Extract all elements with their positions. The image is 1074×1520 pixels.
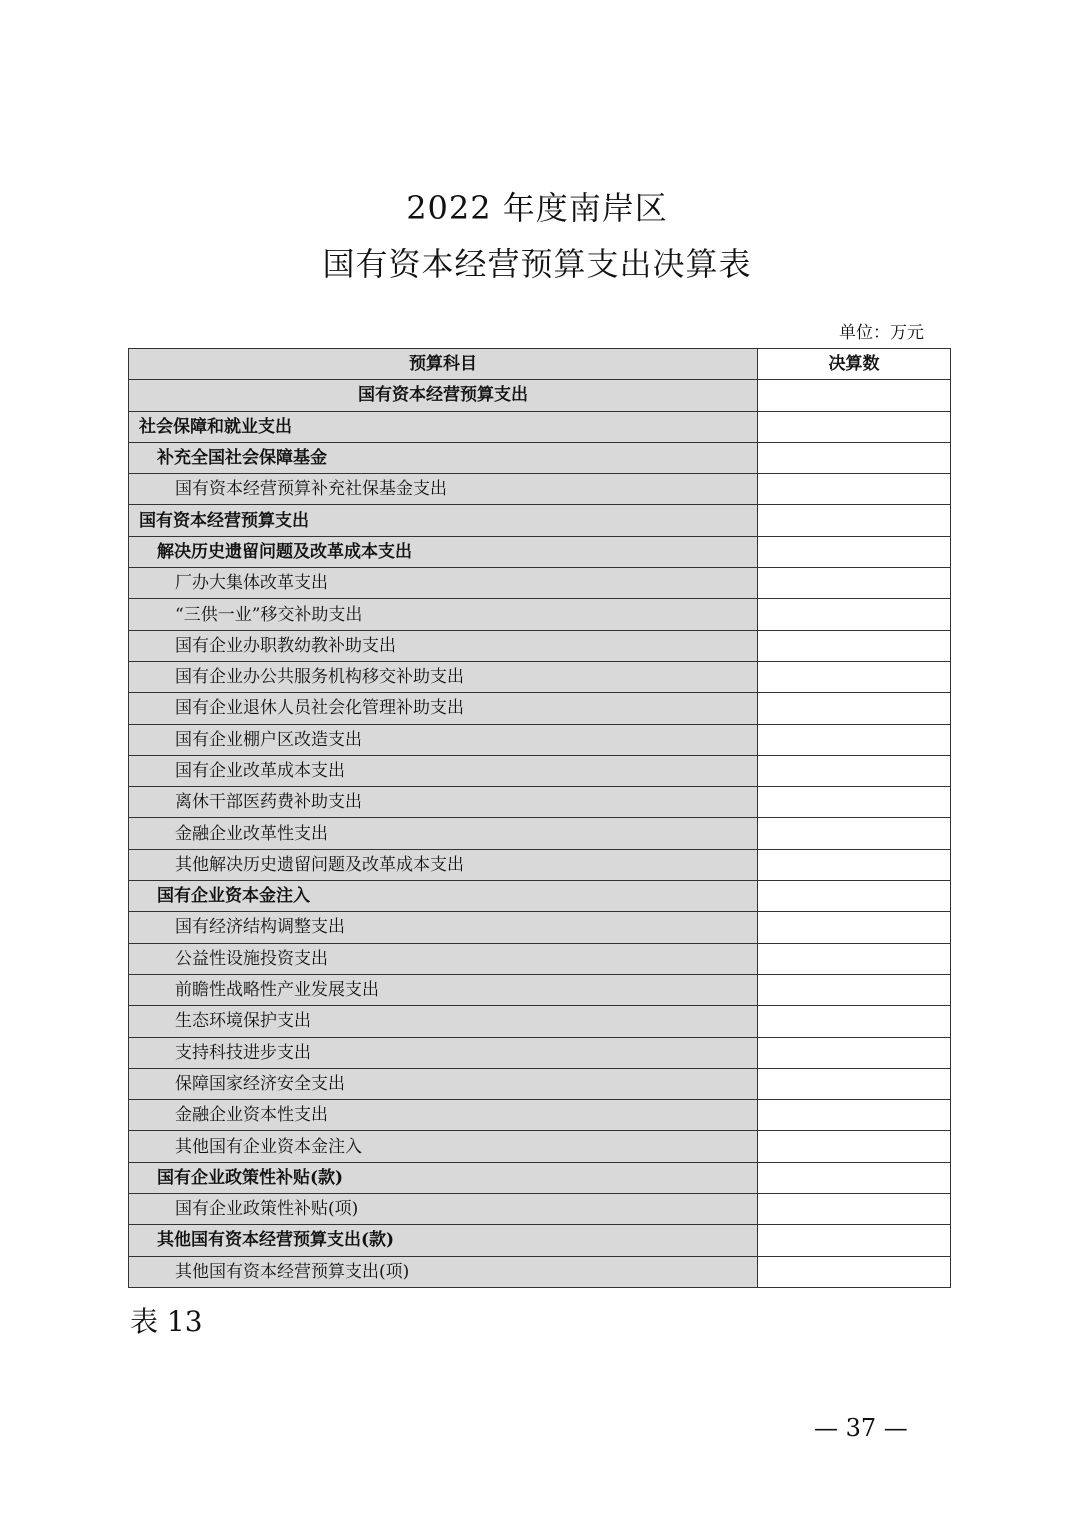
row-amount bbox=[758, 661, 951, 692]
row-subject: 国有资本经营预算支出 bbox=[129, 505, 758, 536]
row-subject: 国有企业改革成本支出 bbox=[129, 755, 758, 786]
table-row bbox=[129, 1131, 951, 1162]
row-amount bbox=[758, 411, 951, 442]
row-amount bbox=[758, 787, 951, 818]
row-subject: 国有企业棚户区改造支出 bbox=[129, 724, 758, 755]
table-row bbox=[129, 661, 951, 692]
table-row bbox=[129, 1006, 951, 1037]
row-subject: 国有企业退休人员社会化管理补助支出 bbox=[129, 693, 758, 724]
table-row bbox=[129, 380, 951, 411]
row-amount bbox=[758, 599, 951, 630]
row-amount bbox=[758, 1162, 951, 1193]
row-subject: 公益性设施投资支出 bbox=[129, 943, 758, 974]
row-amount bbox=[758, 380, 951, 411]
table-row bbox=[129, 787, 951, 818]
row-subject: 国有企业办职教幼教补助支出 bbox=[129, 630, 758, 661]
row-amount bbox=[758, 1037, 951, 1068]
row-subject: 国有资本经营预算补充社保基金支出 bbox=[129, 474, 758, 505]
row-subject: 保障国家经济安全支出 bbox=[129, 1068, 758, 1099]
row-amount bbox=[758, 1194, 951, 1225]
table-row bbox=[129, 474, 951, 505]
table-row bbox=[129, 1068, 951, 1099]
table-row bbox=[129, 442, 951, 473]
row-subject: 其他国有资本经营预算支出(项) bbox=[129, 1256, 758, 1287]
row-subject: 其他国有企业资本金注入 bbox=[129, 1131, 758, 1162]
row-subject: 国有经济结构调整支出 bbox=[129, 912, 758, 943]
row-subject: 解决历史遗留问题及改革成本支出 bbox=[129, 536, 758, 567]
header-budget-subject: 预算科目 bbox=[129, 349, 758, 380]
budget-table bbox=[128, 348, 951, 1288]
row-amount bbox=[758, 849, 951, 880]
row-amount bbox=[758, 568, 951, 599]
row-amount bbox=[758, 1225, 951, 1256]
row-subject: 国有企业政策性补贴(项) bbox=[129, 1194, 758, 1225]
table-row bbox=[129, 849, 951, 880]
row-amount bbox=[758, 1100, 951, 1131]
table-row bbox=[129, 724, 951, 755]
table-row bbox=[129, 568, 951, 599]
row-subject: 厂办大集体改革支出 bbox=[129, 568, 758, 599]
table-row bbox=[129, 881, 951, 912]
row-amount bbox=[758, 1006, 951, 1037]
row-subject: 国有企业政策性补贴(款) bbox=[129, 1162, 758, 1193]
table-row bbox=[129, 1162, 951, 1193]
table-row bbox=[129, 1100, 951, 1131]
table-row bbox=[129, 974, 951, 1005]
table-row bbox=[129, 1256, 951, 1287]
row-subject: 生态环境保护支出 bbox=[129, 1006, 758, 1037]
row-subject: 支持科技进步支出 bbox=[129, 1037, 758, 1068]
row-subject: 国有企业办公共服务机构移交补助支出 bbox=[129, 661, 758, 692]
row-amount bbox=[758, 536, 951, 567]
table-row bbox=[129, 1037, 951, 1068]
row-amount bbox=[758, 974, 951, 1005]
row-subject: 离休干部医药费补助支出 bbox=[129, 787, 758, 818]
table-row bbox=[129, 755, 951, 786]
table-number: 表 13 bbox=[130, 1305, 203, 1338]
unit-label: 单位：万元 bbox=[839, 323, 924, 343]
row-subject: 社会保障和就业支出 bbox=[129, 411, 758, 442]
row-amount bbox=[758, 881, 951, 912]
row-amount bbox=[758, 1256, 951, 1287]
row-subject: 国有企业资本金注入 bbox=[129, 881, 758, 912]
document-title-year: 2022 年度南岸区 bbox=[406, 189, 668, 227]
row-subject: 其他国有资本经营预算支出(款) bbox=[129, 1225, 758, 1256]
row-subject: 金融企业资本性支出 bbox=[129, 1100, 758, 1131]
document-title: 国有资本经营预算支出决算表 bbox=[322, 245, 752, 283]
row-amount bbox=[758, 912, 951, 943]
row-amount bbox=[758, 505, 951, 536]
row-amount bbox=[758, 474, 951, 505]
table-row bbox=[129, 693, 951, 724]
row-amount bbox=[758, 630, 951, 661]
row-amount bbox=[758, 1068, 951, 1099]
page-number: — 37 — bbox=[814, 1414, 908, 1442]
table-row bbox=[129, 630, 951, 661]
table-row bbox=[129, 912, 951, 943]
table-header-row bbox=[129, 349, 951, 380]
table-row bbox=[129, 411, 951, 442]
row-amount bbox=[758, 818, 951, 849]
row-subject: 其他解决历史遗留问题及改革成本支出 bbox=[129, 849, 758, 880]
row-amount bbox=[758, 1131, 951, 1162]
table-row bbox=[129, 505, 951, 536]
table-row bbox=[129, 1225, 951, 1256]
row-subject: 前瞻性战略性产业发展支出 bbox=[129, 974, 758, 1005]
row-subject: 补充全国社会保障基金 bbox=[129, 442, 758, 473]
row-amount bbox=[758, 442, 951, 473]
header-final-amount: 决算数 bbox=[758, 349, 951, 380]
row-subject: “三供一业”移交补助支出 bbox=[129, 599, 758, 630]
row-subject: 国有资本经营预算支出 bbox=[129, 380, 758, 411]
row-amount bbox=[758, 755, 951, 786]
table-row bbox=[129, 943, 951, 974]
row-amount bbox=[758, 693, 951, 724]
row-subject: 金融企业改革性支出 bbox=[129, 818, 758, 849]
table-row bbox=[129, 818, 951, 849]
table-row bbox=[129, 1194, 951, 1225]
table-row bbox=[129, 599, 951, 630]
row-amount bbox=[758, 943, 951, 974]
row-amount bbox=[758, 724, 951, 755]
table-row bbox=[129, 536, 951, 567]
